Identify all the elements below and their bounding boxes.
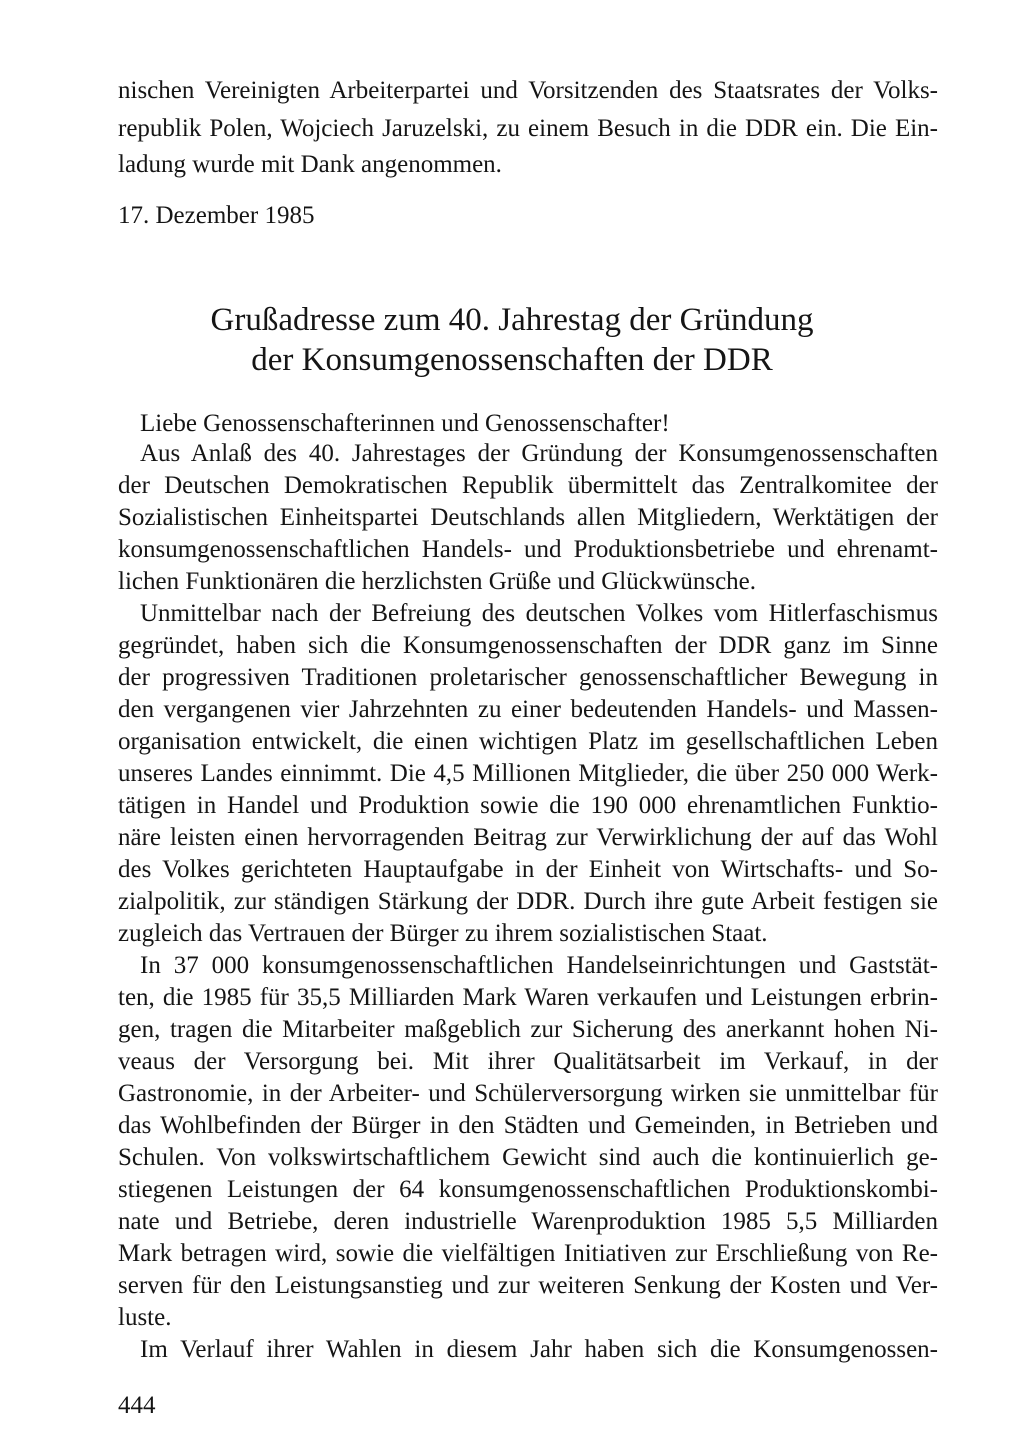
paragraph-line: gen, tragen die Mitarbeiter maßgeblich zur Sicherung des anerkannt hohen Ni- <box>118 1016 938 1043</box>
paragraph-line: gegründet, haben sich die Konsumgenossenschaften der DDR ganz im Sinne <box>118 632 938 659</box>
paragraph-line: des Volkes gerichteten Hauptaufgabe in der Einheit von Wirtschafts- und So- <box>118 856 938 883</box>
section-heading: Grußadresse zum 40. Jahrestag der Gründung <box>210 302 814 338</box>
paragraph-line: In 37 000 konsumgenossenschaftlichen Handelseinrichtungen und Gaststät- <box>140 952 938 979</box>
paragraph-line: Aus Anlaß des 40. Jahrestages der Gründung der Konsumgenossenschaften <box>140 440 938 467</box>
paragraph-line: serven für den Leistungsanstieg und zur weiteren Senkung der Kosten und Ver- <box>118 1272 938 1299</box>
paragraph-line: Sozialistischen Einheitspartei Deutschlands allen Mitgliedern, Werktätigen der <box>118 504 938 531</box>
paragraph-line: tätigen in Handel und Produktion sowie die 190 000 ehrenamtlichen Funktio- <box>118 792 938 819</box>
date-line: 17. Dezember 1985 <box>118 202 315 229</box>
paragraph-line: Im Verlauf ihrer Wahlen in diesem Jahr haben sich die Konsumgenossen- <box>140 1336 938 1363</box>
paragraph-line: ten, die 1985 für 35,5 Milliarden Mark Waren verkaufen und Leistungen erbrin- <box>118 984 938 1011</box>
paragraph-line: luste. <box>118 1304 172 1331</box>
page-number: 444 <box>118 1392 156 1419</box>
paragraph-line: unseres Landes einnimmt. Die 4,5 Millionen Mitglieder, die über 250 000 Werk- <box>118 760 938 787</box>
paragraph-line: der Deutschen Demokratischen Republik übermittelt das Zentralkomitee der <box>118 472 938 499</box>
paragraph-line: der progressiven Traditionen proletarischer genossenschaftlicher Bewegung in <box>118 664 938 691</box>
paragraph-line: näre leisten einen hervorragenden Beitrag zur Verwirklichung der auf das Wohl <box>118 824 938 851</box>
paragraph-line: Schulen. Von volkswirtschaftlichem Gewicht sind auch die kontinuierlich ge- <box>118 1144 938 1171</box>
salutation: Liebe Genossenschafterinnen und Genossenschafter! <box>140 410 670 437</box>
paragraph-line: stiegenen Leistungen der 64 konsumgenossenschaftlichen Produktionskombi- <box>118 1176 938 1203</box>
paragraph-line: Unmittelbar nach der Befreiung des deutschen Volkes vom Hitlerfaschismus <box>140 600 938 627</box>
paragraph-line: konsumgenossenschaftlichen Handels- und Produktionsbetriebe und ehrenamt- <box>118 536 938 563</box>
paragraph-line: zugleich das Vertrauen der Bürger zu ihrem sozialistischen Staat. <box>118 920 768 947</box>
paragraph-line: organisation entwickelt, die einen wichtigen Platz im gesellschaftlichen Leben <box>118 728 938 755</box>
intro-line: ladung wurde mit Dank angenommen. <box>118 151 502 178</box>
paragraph-line: lichen Funktionären die herzlichsten Grüße und Glückwünsche. <box>118 568 757 595</box>
paragraph-line: Gastronomie, in der Arbeiter- und Schülerversorgung wirken sie unmittelbar für <box>118 1080 938 1107</box>
paragraph-line: veaus der Versorgung bei. Mit ihrer Qualitätsarbeit im Verkauf, in der <box>118 1048 938 1075</box>
paragraph-line: den vergangenen vier Jahrzehnten zu einer bedeutenden Handels- und Massen- <box>118 696 938 723</box>
section-heading: der Konsumgenossenschaften der DDR <box>251 342 773 378</box>
paragraph-line: zialpolitik, zur ständigen Stärkung der DDR. Durch ihre gute Arbeit festigen sie <box>118 888 938 915</box>
paragraph-line: das Wohlbefinden der Bürger in den Städten und Gemeinden, in Betrieben und <box>118 1112 938 1139</box>
paragraph-line: nate und Betriebe, deren industrielle Warenproduktion 1985 5,5 Milliarden <box>118 1208 938 1235</box>
intro-line: nischen Vereinigten Arbeiterpartei und Vorsitzenden des Staatsrates der Volks- <box>118 77 938 104</box>
paragraph-line: Mark betragen wird, sowie die vielfältigen Initiativen zur Erschließung von Re- <box>118 1240 938 1267</box>
intro-line: republik Polen, Wojciech Jaruzelski, zu einem Besuch in die DDR ein. Die Ein- <box>118 115 938 142</box>
